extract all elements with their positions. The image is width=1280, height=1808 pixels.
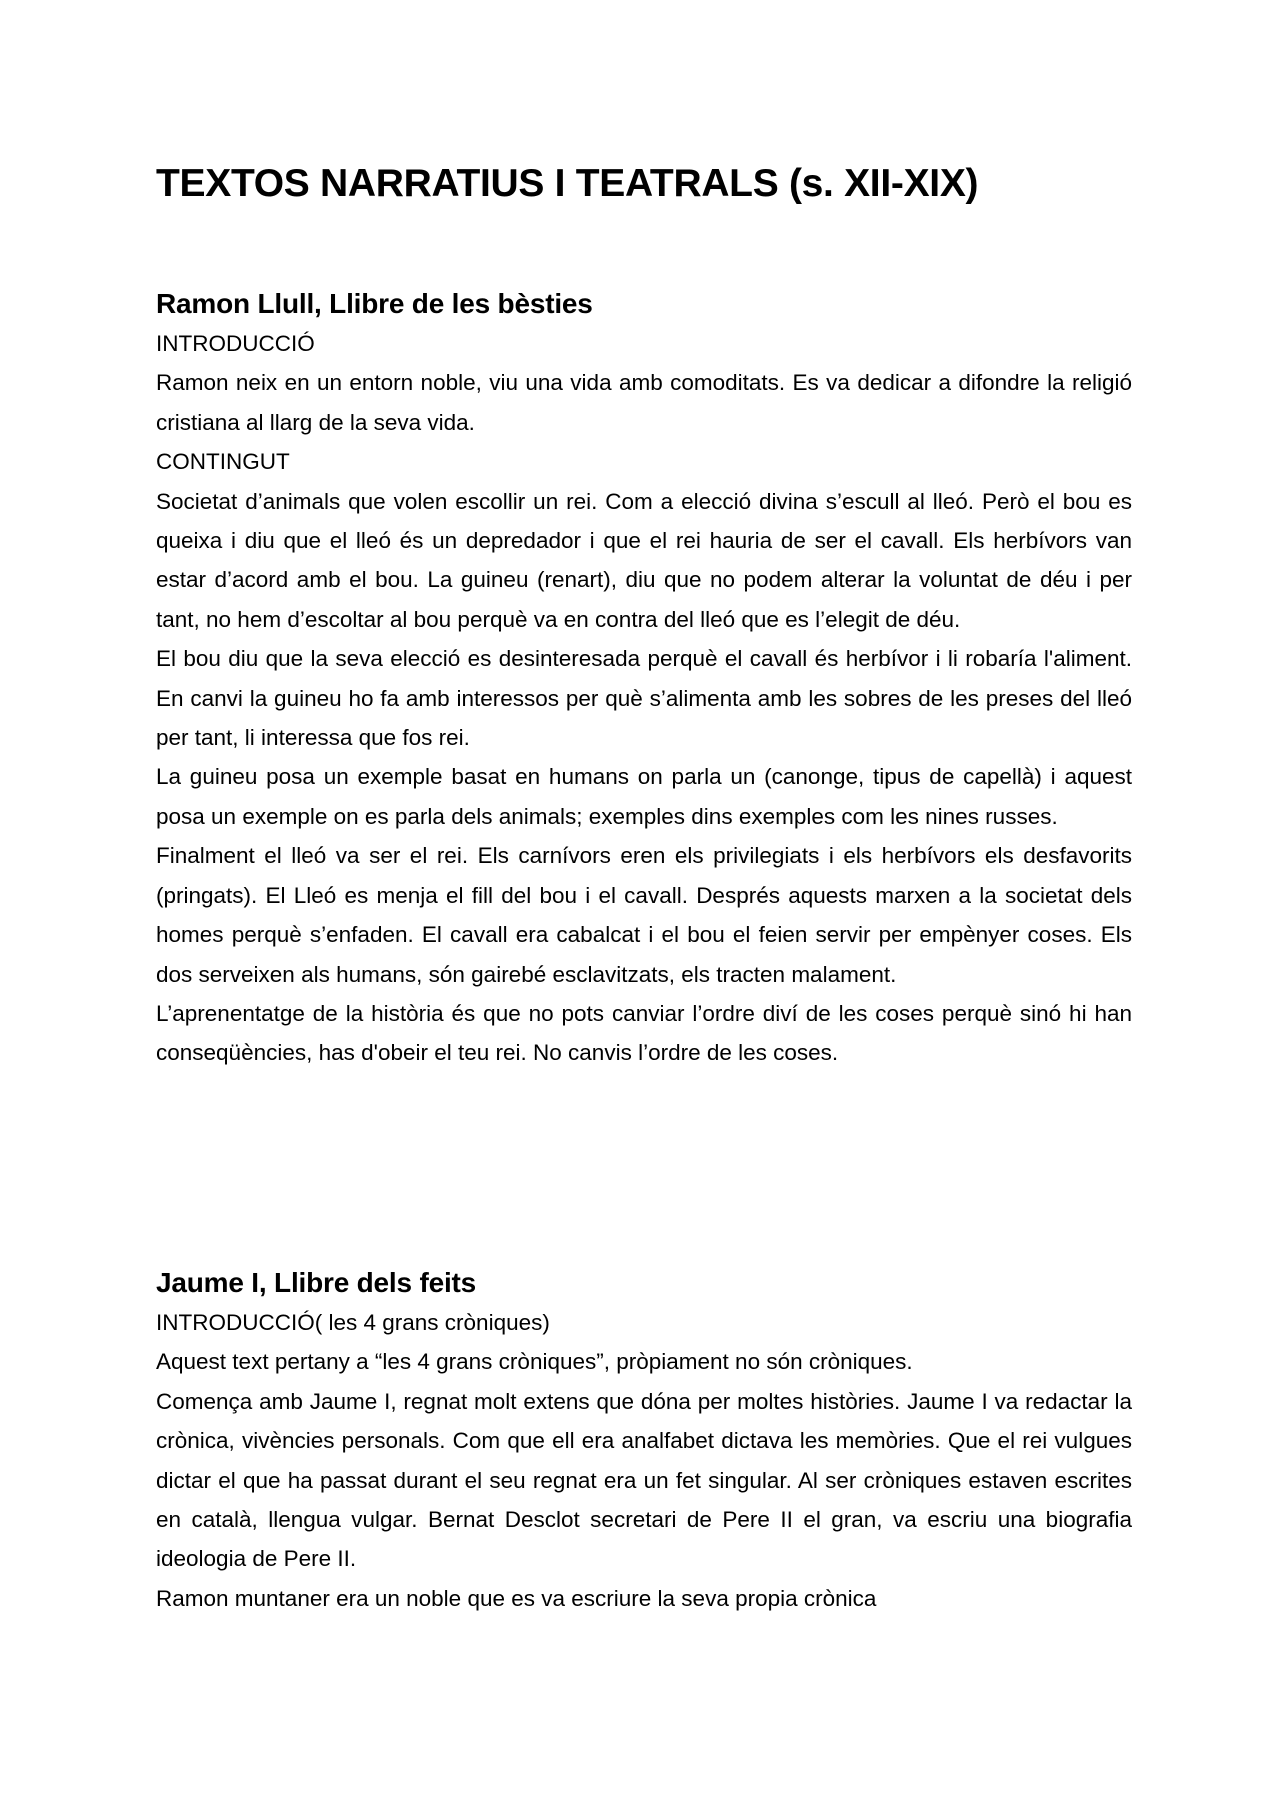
section-heading: Jaume I, Llibre dels feits: [156, 1267, 477, 1298]
content-label: CONTINGUT: [156, 449, 290, 475]
content-paragraph: L’aprenentatge de la història és que no pots canviar l’ordre diví de les coses perquè sinó hi han conseqüències, has d'obeir el teu rei. No canvis l’ordre de les coses.: [156, 1000, 1132, 1066]
document-title: TEXTOS NARRATIUS I TEATRALS (s. XII-XIX): [156, 162, 979, 205]
content-paragraph: Comença amb Jaume I, regnat molt extens que dóna per moltes històries. Jaume I va redactar la crònica, vivències personals. Com que ell era analfabet dictava les memòries. Que el rei vulgues dictar el que ha passat durant el seu regnat era un fet singular. Al ser cròniques estaven escrites en català, llengua vulgar. Bernat Desclot secretari de Pere II el gran, va escriu una biografia ideologia de Pere II.: [156, 1388, 1132, 1572]
section-jaume: [156, 1263, 1132, 1618]
content-paragraph: Ramon muntaner era un noble que es va escriure la seva propia crònica: [156, 1585, 877, 1611]
section-llull: [156, 284, 1132, 1073]
content-paragraph: Aquest text pertany a “les 4 grans cròniques”, pròpiament no són cròniques.: [156, 1349, 913, 1375]
intro-label: INTRODUCCIÓ: [156, 331, 315, 356]
content-paragraph: Finalment el lleó va ser el rei. Els carnívors eren els privilegiats i els herbívors els desfavorits (pringats). El Lleó es menja el fill del bou i el cavall. Després aquests marxen a la societat dels homes perquè s’enfaden. El cavall era cabalcat i el bou el feien servir per empènyer coses. Els dos serveixen als humans, són gairebé esclavitzats, els tracten malament.: [156, 843, 1132, 987]
section-heading: Ramon Llull, Llibre de les bèsties: [156, 288, 593, 319]
content-paragraph: La guineu posa un exemple basat en humans on parla un (canonge, tipus de capellà) i aquest posa un exemple on es parla dels animals; exemples dins exemples com les nines russes.: [156, 764, 1132, 829]
content-paragraph: El bou diu que la seva elecció es desinteresada perquè el cavall és herbívor i li robaría l'aliment. En canvi la guineu ho fa amb interessos per què s’alimenta amb les sobres de les preses del lleó per tant, li interessa que fos rei.: [156, 646, 1132, 751]
content-paragraph: Societat d’animals que volen escollir un rei. Com a elecció divina s’escull al lleó. Però el bou es queixa i diu que el lleó és un depredador i que el rei hauria de ser el cavall. Els herbívors van estar d’acord amb el bou. La guineu (renart), diu que no podem alterar la voluntat de déu i per tant, no hem d’escoltar al bou perquè va en contra del lleó que es l’elegit de déu.: [156, 488, 1132, 632]
intro-paragraph: Ramon neix en un entorn noble, viu una vida amb comoditats. Es va dedicar a difondre la religió cristiana al llarg de la seva vida.: [156, 370, 1132, 435]
intro-label: INTRODUCCIÓ( les 4 grans cròniques): [156, 1310, 550, 1335]
